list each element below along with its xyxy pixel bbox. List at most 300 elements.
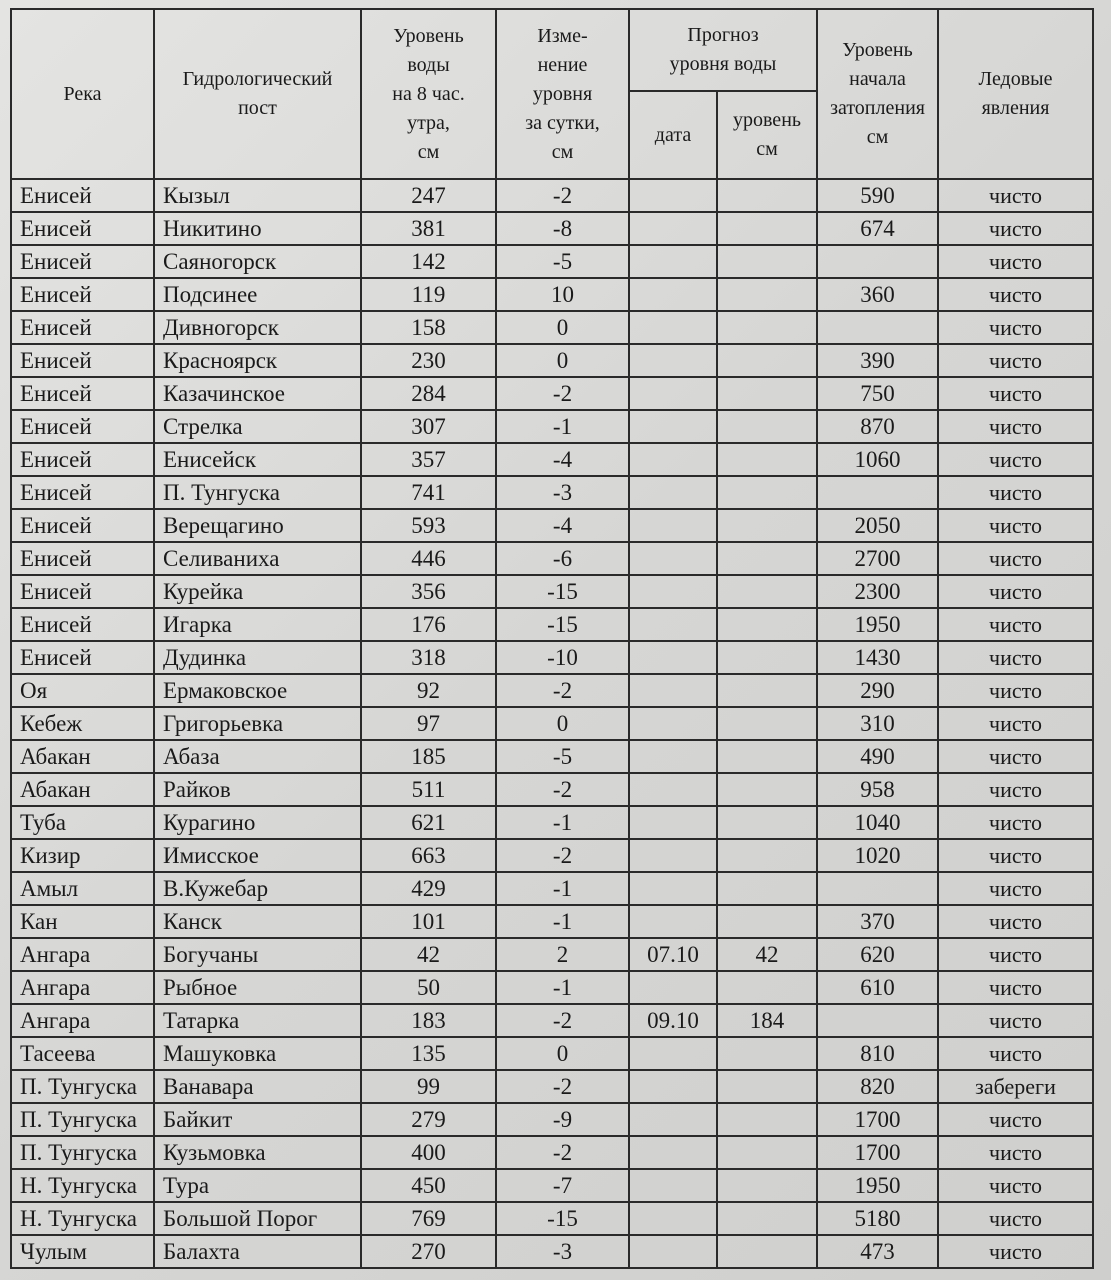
cell-level-change: -9 <box>496 1103 629 1136</box>
table-row <box>11 905 1093 938</box>
cell-water-level: 135 <box>361 1037 496 1070</box>
cell-water-level: 593 <box>361 509 496 542</box>
cell-ice: чисто <box>938 641 1093 674</box>
cell-flood-level: 490 <box>817 740 938 773</box>
cell-river: Кан <box>11 905 154 938</box>
cell-forecast-level <box>717 1235 817 1268</box>
cell-river: Кебеж <box>11 707 154 740</box>
cell-river: П. Тунгуска <box>11 1103 154 1136</box>
cell-forecast-date <box>629 1103 717 1136</box>
cell-ice: чисто <box>938 1235 1093 1268</box>
cell-ice: чисто <box>938 971 1093 1004</box>
cell-post: Верещагино <box>154 509 361 542</box>
cell-level-change: -1 <box>496 971 629 1004</box>
cell-forecast-date <box>629 311 717 344</box>
cell-river: Енисей <box>11 245 154 278</box>
table-row <box>11 707 1093 740</box>
cell-level-change: -2 <box>496 773 629 806</box>
cell-river: П. Тунгуска <box>11 1070 154 1103</box>
cell-forecast-level <box>717 212 817 245</box>
cell-post: Стрелка <box>154 410 361 443</box>
cell-water-level: 381 <box>361 212 496 245</box>
cell-flood-level: 1700 <box>817 1103 938 1136</box>
cell-flood-level <box>817 872 938 905</box>
cell-flood-level <box>817 311 938 344</box>
table-row <box>11 1169 1093 1202</box>
cell-river: Енисей <box>11 608 154 641</box>
cell-flood-level: 310 <box>817 707 938 740</box>
cell-ice: чисто <box>938 608 1093 641</box>
cell-water-level: 511 <box>361 773 496 806</box>
cell-post: Богучаны <box>154 938 361 971</box>
table-row <box>11 212 1093 245</box>
cell-ice: чисто <box>938 740 1093 773</box>
cell-forecast-date <box>629 1070 717 1103</box>
cell-level-change: -10 <box>496 641 629 674</box>
cell-post: Кузьмовка <box>154 1136 361 1169</box>
table-row <box>11 872 1093 905</box>
cell-forecast-date <box>629 608 717 641</box>
cell-post: Имисское <box>154 839 361 872</box>
cell-post: В.Кужебар <box>154 872 361 905</box>
cell-level-change: -7 <box>496 1169 629 1202</box>
cell-forecast-date <box>629 476 717 509</box>
cell-forecast-level <box>717 674 817 707</box>
cell-water-level: 450 <box>361 1169 496 1202</box>
header-ice: Ледовые явления <box>938 9 1093 179</box>
table-row <box>11 575 1093 608</box>
cell-forecast-date <box>629 773 717 806</box>
table-row <box>11 410 1093 443</box>
header-forecast-date: дата <box>629 91 717 179</box>
cell-water-level: 42 <box>361 938 496 971</box>
cell-level-change: 0 <box>496 344 629 377</box>
cell-forecast-level: 184 <box>717 1004 817 1037</box>
cell-flood-level: 2700 <box>817 542 938 575</box>
cell-forecast-level <box>717 1136 817 1169</box>
cell-river: Тасеева <box>11 1037 154 1070</box>
cell-water-level: 185 <box>361 740 496 773</box>
cell-post: Енисейск <box>154 443 361 476</box>
cell-level-change: -1 <box>496 806 629 839</box>
cell-ice: чисто <box>938 839 1093 872</box>
cell-forecast-level <box>717 1037 817 1070</box>
cell-forecast-level: 42 <box>717 938 817 971</box>
table-row <box>11 1070 1093 1103</box>
cell-post: Селиваниха <box>154 542 361 575</box>
cell-level-change: -2 <box>496 1136 629 1169</box>
cell-flood-level: 1040 <box>817 806 938 839</box>
cell-level-change: -1 <box>496 410 629 443</box>
cell-ice: чисто <box>938 1136 1093 1169</box>
cell-forecast-level <box>717 179 817 212</box>
cell-ice: забереги <box>938 1070 1093 1103</box>
cell-river: Енисей <box>11 179 154 212</box>
cell-level-change: -4 <box>496 509 629 542</box>
cell-water-level: 357 <box>361 443 496 476</box>
cell-level-change: -2 <box>496 839 629 872</box>
cell-forecast-level <box>717 872 817 905</box>
cell-river: Оя <box>11 674 154 707</box>
cell-flood-level <box>817 1004 938 1037</box>
cell-forecast-date <box>629 905 717 938</box>
cell-flood-level: 1060 <box>817 443 938 476</box>
cell-forecast-date <box>629 443 717 476</box>
cell-post: Большой Порог <box>154 1202 361 1235</box>
cell-ice: чисто <box>938 1004 1093 1037</box>
cell-river: Енисей <box>11 542 154 575</box>
cell-forecast-level <box>717 542 817 575</box>
cell-level-change: -1 <box>496 872 629 905</box>
cell-level-change: 10 <box>496 278 629 311</box>
cell-river: Енисей <box>11 575 154 608</box>
cell-flood-level: 958 <box>817 773 938 806</box>
table-row <box>11 971 1093 1004</box>
cell-post: Игарка <box>154 608 361 641</box>
cell-forecast-level <box>717 740 817 773</box>
cell-flood-level: 620 <box>817 938 938 971</box>
cell-water-level: 356 <box>361 575 496 608</box>
cell-level-change: -2 <box>496 674 629 707</box>
cell-post: Саяногорск <box>154 245 361 278</box>
cell-level-change: -3 <box>496 476 629 509</box>
cell-forecast-date <box>629 839 717 872</box>
cell-water-level: 663 <box>361 839 496 872</box>
cell-forecast-date <box>629 872 717 905</box>
cell-level-change: -15 <box>496 608 629 641</box>
cell-river: Енисей <box>11 344 154 377</box>
cell-post: Красноярск <box>154 344 361 377</box>
cell-water-level: 230 <box>361 344 496 377</box>
table-row <box>11 674 1093 707</box>
cell-forecast-date <box>629 707 717 740</box>
header-forecast: Прогноз уровня воды <box>629 9 817 91</box>
cell-water-level: 429 <box>361 872 496 905</box>
cell-water-level: 446 <box>361 542 496 575</box>
cell-river: Енисей <box>11 509 154 542</box>
cell-water-level: 183 <box>361 1004 496 1037</box>
cell-forecast-date <box>629 971 717 1004</box>
cell-post: Подсинее <box>154 278 361 311</box>
cell-river: Туба <box>11 806 154 839</box>
cell-forecast-level <box>717 443 817 476</box>
header-river: Река <box>11 9 154 179</box>
cell-water-level: 284 <box>361 377 496 410</box>
cell-river: Кизир <box>11 839 154 872</box>
cell-river: Ангара <box>11 971 154 1004</box>
cell-ice: чисто <box>938 212 1093 245</box>
cell-river: П. Тунгуска <box>11 1136 154 1169</box>
cell-water-level: 158 <box>361 311 496 344</box>
cell-water-level: 621 <box>361 806 496 839</box>
table-row <box>11 641 1093 674</box>
cell-level-change: -4 <box>496 443 629 476</box>
cell-post: П. Тунгуска <box>154 476 361 509</box>
table-header <box>11 9 1093 179</box>
hydrology-table <box>10 8 1094 1269</box>
table-row <box>11 839 1093 872</box>
cell-post: Дудинка <box>154 641 361 674</box>
cell-flood-level: 1950 <box>817 608 938 641</box>
cell-forecast-level <box>717 344 817 377</box>
header-water-level: Уровень воды на 8 час. утра, см <box>361 9 496 179</box>
cell-forecast-level <box>717 971 817 1004</box>
cell-ice: чисто <box>938 1103 1093 1136</box>
cell-post: Тура <box>154 1169 361 1202</box>
cell-flood-level: 290 <box>817 674 938 707</box>
cell-water-level: 101 <box>361 905 496 938</box>
cell-forecast-date <box>629 575 717 608</box>
cell-flood-level: 1950 <box>817 1169 938 1202</box>
cell-flood-level: 1020 <box>817 839 938 872</box>
cell-water-level: 307 <box>361 410 496 443</box>
cell-ice: чисто <box>938 575 1093 608</box>
cell-ice: чисто <box>938 872 1093 905</box>
cell-flood-level: 820 <box>817 1070 938 1103</box>
table-row <box>11 608 1093 641</box>
cell-forecast-date <box>629 1235 717 1268</box>
cell-level-change: -3 <box>496 1235 629 1268</box>
cell-water-level: 92 <box>361 674 496 707</box>
cell-water-level: 318 <box>361 641 496 674</box>
cell-flood-level: 473 <box>817 1235 938 1268</box>
cell-level-change: -2 <box>496 377 629 410</box>
cell-forecast-level <box>717 1103 817 1136</box>
cell-post: Курагино <box>154 806 361 839</box>
cell-ice: чисто <box>938 707 1093 740</box>
cell-ice: чисто <box>938 377 1093 410</box>
table-row <box>11 179 1093 212</box>
cell-post: Райков <box>154 773 361 806</box>
cell-level-change: -15 <box>496 575 629 608</box>
cell-river: Енисей <box>11 476 154 509</box>
cell-river: Н. Тунгуска <box>11 1169 154 1202</box>
cell-water-level: 279 <box>361 1103 496 1136</box>
cell-flood-level: 360 <box>817 278 938 311</box>
cell-post: Абаза <box>154 740 361 773</box>
table-row <box>11 245 1093 278</box>
cell-forecast-level <box>717 476 817 509</box>
cell-forecast-date <box>629 212 717 245</box>
cell-flood-level: 370 <box>817 905 938 938</box>
cell-water-level: 769 <box>361 1202 496 1235</box>
cell-water-level: 741 <box>361 476 496 509</box>
cell-ice: чисто <box>938 476 1093 509</box>
cell-ice: чисто <box>938 245 1093 278</box>
header-forecast-level: уровень см <box>717 91 817 179</box>
cell-river: Енисей <box>11 212 154 245</box>
cell-river: Амыл <box>11 872 154 905</box>
cell-ice: чисто <box>938 410 1093 443</box>
table-row <box>11 476 1093 509</box>
cell-flood-level: 870 <box>817 410 938 443</box>
cell-flood-level: 5180 <box>817 1202 938 1235</box>
table-body <box>11 179 1093 1268</box>
table-row <box>11 344 1093 377</box>
cell-post: Григорьевка <box>154 707 361 740</box>
table-row <box>11 740 1093 773</box>
cell-forecast-level <box>717 707 817 740</box>
table-row <box>11 1004 1093 1037</box>
header-post: Гидрологический пост <box>154 9 361 179</box>
cell-flood-level: 810 <box>817 1037 938 1070</box>
cell-post: Ванавара <box>154 1070 361 1103</box>
cell-water-level: 50 <box>361 971 496 1004</box>
cell-post: Балахта <box>154 1235 361 1268</box>
cell-level-change: -15 <box>496 1202 629 1235</box>
cell-river: Енисей <box>11 377 154 410</box>
cell-flood-level <box>817 476 938 509</box>
cell-post: Курейка <box>154 575 361 608</box>
table-row <box>11 278 1093 311</box>
cell-river: Абакан <box>11 773 154 806</box>
header-flood-level: Уровень начала затопления см <box>817 9 938 179</box>
cell-ice: чисто <box>938 938 1093 971</box>
cell-water-level: 176 <box>361 608 496 641</box>
cell-water-level: 247 <box>361 179 496 212</box>
cell-forecast-date <box>629 806 717 839</box>
cell-river: Чулым <box>11 1235 154 1268</box>
cell-forecast-date <box>629 1037 717 1070</box>
cell-river: Енисей <box>11 278 154 311</box>
cell-water-level: 97 <box>361 707 496 740</box>
cell-level-change: -1 <box>496 905 629 938</box>
cell-water-level: 99 <box>361 1070 496 1103</box>
cell-level-change: -6 <box>496 542 629 575</box>
cell-river: Н. Тунгуска <box>11 1202 154 1235</box>
cell-forecast-date <box>629 509 717 542</box>
cell-water-level: 270 <box>361 1235 496 1268</box>
cell-level-change: 2 <box>496 938 629 971</box>
cell-forecast-date <box>629 410 717 443</box>
cell-level-change: 0 <box>496 1037 629 1070</box>
table-row <box>11 377 1093 410</box>
table-row <box>11 1202 1093 1235</box>
cell-forecast-date: 07.10 <box>629 938 717 971</box>
cell-forecast-level <box>717 839 817 872</box>
table-row <box>11 509 1093 542</box>
cell-forecast-date <box>629 1169 717 1202</box>
cell-level-change: -2 <box>496 1004 629 1037</box>
cell-flood-level: 750 <box>817 377 938 410</box>
cell-level-change: 0 <box>496 311 629 344</box>
cell-level-change: -5 <box>496 740 629 773</box>
cell-water-level: 400 <box>361 1136 496 1169</box>
table-row <box>11 938 1093 971</box>
cell-level-change: -8 <box>496 212 629 245</box>
cell-forecast-date <box>629 179 717 212</box>
cell-forecast-level <box>717 1169 817 1202</box>
cell-level-change: -5 <box>496 245 629 278</box>
cell-forecast-level <box>717 773 817 806</box>
table-row <box>11 1235 1093 1268</box>
cell-forecast-level <box>717 806 817 839</box>
table-row <box>11 542 1093 575</box>
cell-forecast-date <box>629 641 717 674</box>
cell-post: Байкит <box>154 1103 361 1136</box>
cell-forecast-level <box>717 509 817 542</box>
cell-forecast-date <box>629 344 717 377</box>
cell-ice: чисто <box>938 806 1093 839</box>
cell-level-change: -2 <box>496 179 629 212</box>
cell-flood-level: 2300 <box>817 575 938 608</box>
cell-post: Кызыл <box>154 179 361 212</box>
cell-forecast-level <box>717 1070 817 1103</box>
cell-forecast-date <box>629 1136 717 1169</box>
cell-forecast-date <box>629 278 717 311</box>
cell-flood-level: 1700 <box>817 1136 938 1169</box>
cell-ice: чисто <box>938 1202 1093 1235</box>
cell-flood-level: 2050 <box>817 509 938 542</box>
cell-river: Абакан <box>11 740 154 773</box>
cell-post: Татарка <box>154 1004 361 1037</box>
cell-river: Ангара <box>11 938 154 971</box>
cell-forecast-level <box>717 377 817 410</box>
cell-forecast-date <box>629 740 717 773</box>
table-row <box>11 443 1093 476</box>
cell-ice: чисто <box>938 278 1093 311</box>
cell-river: Енисей <box>11 443 154 476</box>
cell-post: Канск <box>154 905 361 938</box>
cell-river: Енисей <box>11 410 154 443</box>
cell-level-change: 0 <box>496 707 629 740</box>
cell-water-level: 119 <box>361 278 496 311</box>
cell-ice: чисто <box>938 905 1093 938</box>
cell-ice: чисто <box>938 773 1093 806</box>
cell-forecast-level <box>717 641 817 674</box>
cell-forecast-date <box>629 1202 717 1235</box>
cell-ice: чисто <box>938 509 1093 542</box>
cell-forecast-level <box>717 245 817 278</box>
header-level-change: Изме- нение уровня за сутки, см <box>496 9 629 179</box>
cell-forecast-level <box>717 410 817 443</box>
cell-forecast-date: 09.10 <box>629 1004 717 1037</box>
cell-river: Енисей <box>11 311 154 344</box>
table-row <box>11 806 1093 839</box>
cell-ice: чисто <box>938 1169 1093 1202</box>
table-row <box>11 1136 1093 1169</box>
cell-flood-level: 674 <box>817 212 938 245</box>
cell-ice: чисто <box>938 344 1093 377</box>
cell-level-change: -2 <box>496 1070 629 1103</box>
cell-forecast-level <box>717 608 817 641</box>
cell-river: Ангара <box>11 1004 154 1037</box>
table-row <box>11 1103 1093 1136</box>
cell-flood-level: 590 <box>817 179 938 212</box>
cell-post: Ермаковское <box>154 674 361 707</box>
cell-ice: чисто <box>938 443 1093 476</box>
cell-ice: чисто <box>938 674 1093 707</box>
cell-forecast-date <box>629 542 717 575</box>
cell-ice: чисто <box>938 311 1093 344</box>
cell-ice: чисто <box>938 1037 1093 1070</box>
table-row <box>11 1037 1093 1070</box>
table-row <box>11 311 1093 344</box>
cell-forecast-level <box>717 905 817 938</box>
cell-forecast-date <box>629 245 717 278</box>
cell-post: Рыбное <box>154 971 361 1004</box>
cell-post: Никитино <box>154 212 361 245</box>
cell-post: Казачинское <box>154 377 361 410</box>
cell-water-level: 142 <box>361 245 496 278</box>
cell-flood-level: 390 <box>817 344 938 377</box>
cell-post: Машуковка <box>154 1037 361 1070</box>
table-row <box>11 773 1093 806</box>
cell-post: Дивногорск <box>154 311 361 344</box>
cell-forecast-level <box>717 1202 817 1235</box>
cell-forecast-level <box>717 278 817 311</box>
cell-ice: чисто <box>938 179 1093 212</box>
